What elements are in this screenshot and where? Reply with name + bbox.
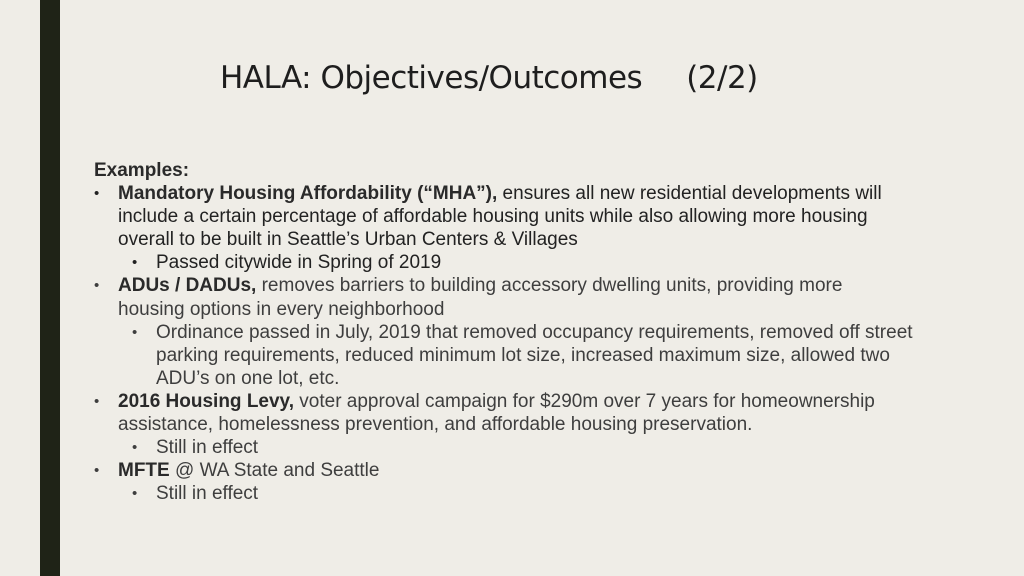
list-item-mfte (94, 459, 914, 482)
item-text: ensures all new residential developments will include a certain percentage of affordable housing units while also allowing more housing overall to be built in Seattle’s Urban Centers & Villages (118, 183, 882, 251)
item-label: ADUs / DADUs, (118, 275, 257, 297)
sub-item-text: Ordinance passed in July, 2019 that removed occupancy requirements, removed off street parking requirements, reduced minimum lot size, increased maximum size, allowed two ADU’s on one lot, etc. (156, 321, 913, 389)
examples-heading: Examples: (94, 160, 190, 181)
sub-item-levy (94, 436, 914, 459)
list-item-adu (94, 274, 914, 320)
list-item-levy (94, 390, 914, 436)
sub-item-mfte (94, 482, 914, 505)
bullet-list (94, 182, 914, 505)
item-text: @ WA State and Seattle (169, 460, 380, 482)
item-text: removes barriers to building accessory dwelling units, providing more housing options in every neighborhood (118, 275, 843, 320)
slide-title (220, 60, 860, 96)
page-indicator: (2/2) (686, 60, 758, 96)
item-label: 2016 Housing Levy, (118, 390, 294, 412)
item-text: voter approval campaign for $290m over 7 years for homeownership assistance, homelessness prevention, and affordable housing preservation. (118, 390, 875, 436)
sub-item-text: Still in effect (156, 483, 259, 505)
item-label: MFTE (118, 460, 170, 482)
side-accent-bar (40, 0, 60, 576)
sub-item-text: Passed citywide in Spring of 2019 (156, 252, 442, 274)
sub-item-text: Still in effect (156, 437, 259, 459)
sub-item-adu (94, 321, 914, 390)
title-text: HALA: Objectives/Outcomes (220, 60, 643, 96)
sub-item-mha (94, 251, 914, 274)
item-label: Mandatory Housing Affordability (“MHA”), (118, 183, 498, 205)
list-item-mha (94, 182, 914, 251)
slide-body (94, 159, 914, 505)
